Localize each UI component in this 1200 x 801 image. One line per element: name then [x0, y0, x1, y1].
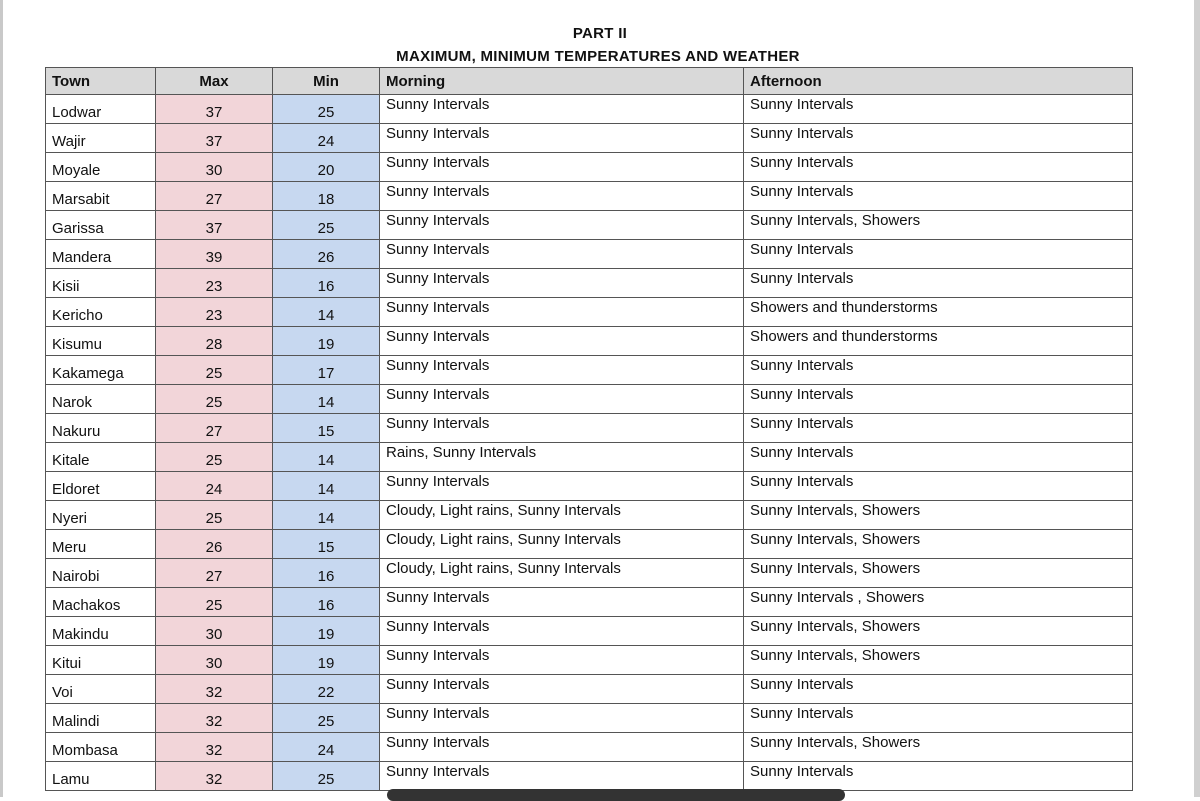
town-cell: Nyeri: [46, 501, 156, 530]
morning-weather-cell: Sunny Intervals: [380, 385, 744, 414]
min-temp-cell: 15: [273, 414, 380, 443]
town-cell: Kitui: [46, 646, 156, 675]
table-row: [46, 95, 1133, 124]
max-temp-cell: 27: [156, 414, 273, 443]
table-row: [46, 240, 1133, 269]
afternoon-weather-cell: Sunny Intervals, Showers: [744, 211, 1133, 240]
max-temp-cell: 26: [156, 530, 273, 559]
morning-weather-cell: Cloudy, Light rains, Sunny Intervals: [380, 501, 744, 530]
morning-weather-cell: Sunny Intervals: [380, 733, 744, 762]
min-temp-cell: 14: [273, 472, 380, 501]
afternoon-weather-cell: Sunny Intervals: [744, 704, 1133, 733]
max-temp-cell: 25: [156, 443, 273, 472]
town-cell: Malindi: [46, 704, 156, 733]
morning-weather-cell: Sunny Intervals: [380, 269, 744, 298]
max-temp-cell: 37: [156, 95, 273, 124]
max-temp-cell: 37: [156, 211, 273, 240]
town-cell: Mandera: [46, 240, 156, 269]
morning-weather-cell: Sunny Intervals: [380, 588, 744, 617]
max-temp-cell: 32: [156, 704, 273, 733]
min-temp-cell: 25: [273, 704, 380, 733]
min-temp-cell: 17: [273, 356, 380, 385]
afternoon-weather-cell: Showers and thunderstorms: [744, 298, 1133, 327]
morning-weather-cell: Sunny Intervals: [380, 646, 744, 675]
max-temp-cell: 30: [156, 153, 273, 182]
afternoon-weather-cell: Sunny Intervals, Showers: [744, 646, 1133, 675]
morning-weather-cell: Sunny Intervals: [380, 675, 744, 704]
town-cell: Nakuru: [46, 414, 156, 443]
table-row: [46, 704, 1133, 733]
table-row: [46, 675, 1133, 704]
morning-weather-cell: Sunny Intervals: [380, 240, 744, 269]
morning-weather-cell: Cloudy, Light rains, Sunny Intervals: [380, 559, 744, 588]
table-row: [46, 124, 1133, 153]
min-temp-cell: 22: [273, 675, 380, 704]
table-row: [46, 327, 1133, 356]
town-cell: Kericho: [46, 298, 156, 327]
afternoon-weather-cell: Sunny Intervals: [744, 124, 1133, 153]
morning-weather-cell: Sunny Intervals: [380, 617, 744, 646]
min-temp-cell: 25: [273, 211, 380, 240]
afternoon-weather-cell: Sunny Intervals: [744, 182, 1133, 211]
max-temp-cell: 23: [156, 269, 273, 298]
afternoon-weather-cell: Sunny Intervals: [744, 385, 1133, 414]
max-temp-cell: 23: [156, 298, 273, 327]
part-title: PART II: [572, 25, 628, 42]
max-temp-cell: 25: [156, 385, 273, 414]
town-cell: Garissa: [46, 211, 156, 240]
town-cell: Makindu: [46, 617, 156, 646]
town-cell: Kakamega: [46, 356, 156, 385]
page-left-edge: [0, 0, 3, 797]
table-subtitle-text: MAXIMUM, MINIMUM TEMPERATURES AND WEATHER: [396, 48, 800, 65]
min-temp-cell: 16: [273, 559, 380, 588]
table-row: [46, 559, 1133, 588]
town-cell: Meru: [46, 530, 156, 559]
afternoon-weather-cell: Sunny Intervals, Showers: [744, 501, 1133, 530]
town-cell: Lamu: [46, 762, 156, 791]
morning-weather-cell: Sunny Intervals: [380, 95, 744, 124]
min-temp-cell: 19: [273, 327, 380, 356]
max-temp-cell: 32: [156, 675, 273, 704]
table-row: [46, 733, 1133, 762]
max-temp-cell: 37: [156, 124, 273, 153]
min-temp-cell: 14: [273, 443, 380, 472]
table-row: [46, 414, 1133, 443]
table-row: [46, 443, 1133, 472]
table-row: [46, 182, 1133, 211]
max-temp-cell: 32: [156, 733, 273, 762]
min-temp-cell: 26: [273, 240, 380, 269]
min-temp-cell: 25: [273, 95, 380, 124]
morning-weather-cell: Sunny Intervals: [380, 211, 744, 240]
morning-weather-cell: Sunny Intervals: [380, 356, 744, 385]
table-header-row: [46, 68, 1133, 95]
town-cell: Kisii: [46, 269, 156, 298]
morning-weather-cell: Sunny Intervals: [380, 414, 744, 443]
afternoon-weather-cell: Showers and thunderstorms: [744, 327, 1133, 356]
town-cell: Nairobi: [46, 559, 156, 588]
afternoon-weather-cell: Sunny Intervals , Showers: [744, 588, 1133, 617]
table-row: [46, 501, 1133, 530]
max-temp-cell: 39: [156, 240, 273, 269]
table-row: [46, 356, 1133, 385]
table-row: [46, 646, 1133, 675]
afternoon-weather-cell: Sunny Intervals: [744, 95, 1133, 124]
header-min: Min: [273, 68, 380, 95]
afternoon-weather-cell: Sunny Intervals: [744, 269, 1133, 298]
afternoon-weather-cell: Sunny Intervals: [744, 472, 1133, 501]
max-temp-cell: 30: [156, 646, 273, 675]
max-temp-cell: 27: [156, 559, 273, 588]
town-cell: Eldoret: [46, 472, 156, 501]
morning-weather-cell: Cloudy, Light rains, Sunny Intervals: [380, 530, 744, 559]
morning-weather-cell: Sunny Intervals: [380, 762, 744, 791]
max-temp-cell: 30: [156, 617, 273, 646]
town-cell: Voi: [46, 675, 156, 704]
table-row: [46, 385, 1133, 414]
page-right-edge: [1194, 0, 1200, 797]
min-temp-cell: 14: [273, 385, 380, 414]
table-row: [46, 530, 1133, 559]
morning-weather-cell: Sunny Intervals: [380, 153, 744, 182]
town-cell: Machakos: [46, 588, 156, 617]
min-temp-cell: 18: [273, 182, 380, 211]
afternoon-weather-cell: Sunny Intervals, Showers: [744, 733, 1133, 762]
afternoon-weather-cell: Sunny Intervals: [744, 414, 1133, 443]
morning-weather-cell: Sunny Intervals: [380, 472, 744, 501]
afternoon-weather-cell: Sunny Intervals: [744, 762, 1133, 791]
morning-weather-cell: Rains, Sunny Intervals: [380, 443, 744, 472]
max-temp-cell: 25: [156, 588, 273, 617]
min-temp-cell: 16: [273, 269, 380, 298]
header-morning: Morning: [380, 68, 744, 95]
min-temp-cell: 24: [273, 124, 380, 153]
min-temp-cell: 24: [273, 733, 380, 762]
morning-weather-cell: Sunny Intervals: [380, 327, 744, 356]
town-cell: Kisumu: [46, 327, 156, 356]
max-temp-cell: 27: [156, 182, 273, 211]
afternoon-weather-cell: Sunny Intervals: [744, 356, 1133, 385]
weather-table: [45, 67, 1133, 791]
town-cell: Kitale: [46, 443, 156, 472]
table-subtitle: [0, 48, 1200, 65]
header-afternoon: Afternoon: [744, 68, 1133, 95]
table-row: [46, 153, 1133, 182]
afternoon-weather-cell: Sunny Intervals, Showers: [744, 617, 1133, 646]
morning-weather-cell: Sunny Intervals: [380, 704, 744, 733]
table-row: [46, 762, 1133, 791]
afternoon-weather-cell: Sunny Intervals: [744, 675, 1133, 704]
min-temp-cell: 20: [273, 153, 380, 182]
afternoon-weather-cell: Sunny Intervals: [744, 240, 1133, 269]
afternoon-weather-cell: Sunny Intervals: [744, 443, 1133, 472]
max-temp-cell: 25: [156, 356, 273, 385]
afternoon-weather-cell: Sunny Intervals, Showers: [744, 530, 1133, 559]
min-temp-cell: 25: [273, 762, 380, 791]
max-temp-cell: 32: [156, 762, 273, 791]
header-town: Town: [46, 68, 156, 95]
horizontal-scrollbar[interactable]: [387, 789, 845, 801]
table-row: [46, 211, 1133, 240]
town-cell: Mombasa: [46, 733, 156, 762]
morning-weather-cell: Sunny Intervals: [380, 182, 744, 211]
min-temp-cell: 16: [273, 588, 380, 617]
header-max: Max: [156, 68, 273, 95]
table-row: [46, 269, 1133, 298]
min-temp-cell: 15: [273, 530, 380, 559]
max-temp-cell: 28: [156, 327, 273, 356]
town-cell: Narok: [46, 385, 156, 414]
morning-weather-cell: Sunny Intervals: [380, 124, 744, 153]
table-row: [46, 588, 1133, 617]
min-temp-cell: 19: [273, 617, 380, 646]
min-temp-cell: 14: [273, 501, 380, 530]
min-temp-cell: 14: [273, 298, 380, 327]
afternoon-weather-cell: Sunny Intervals, Showers: [744, 559, 1133, 588]
town-cell: Marsabit: [46, 182, 156, 211]
town-cell: Lodwar: [46, 95, 156, 124]
morning-weather-cell: Sunny Intervals: [380, 298, 744, 327]
town-cell: Moyale: [46, 153, 156, 182]
table-row: [46, 472, 1133, 501]
table-row: [46, 298, 1133, 327]
table-row: [46, 617, 1133, 646]
max-temp-cell: 25: [156, 501, 273, 530]
min-temp-cell: 19: [273, 646, 380, 675]
afternoon-weather-cell: Sunny Intervals: [744, 153, 1133, 182]
max-temp-cell: 24: [156, 472, 273, 501]
town-cell: Wajir: [46, 124, 156, 153]
